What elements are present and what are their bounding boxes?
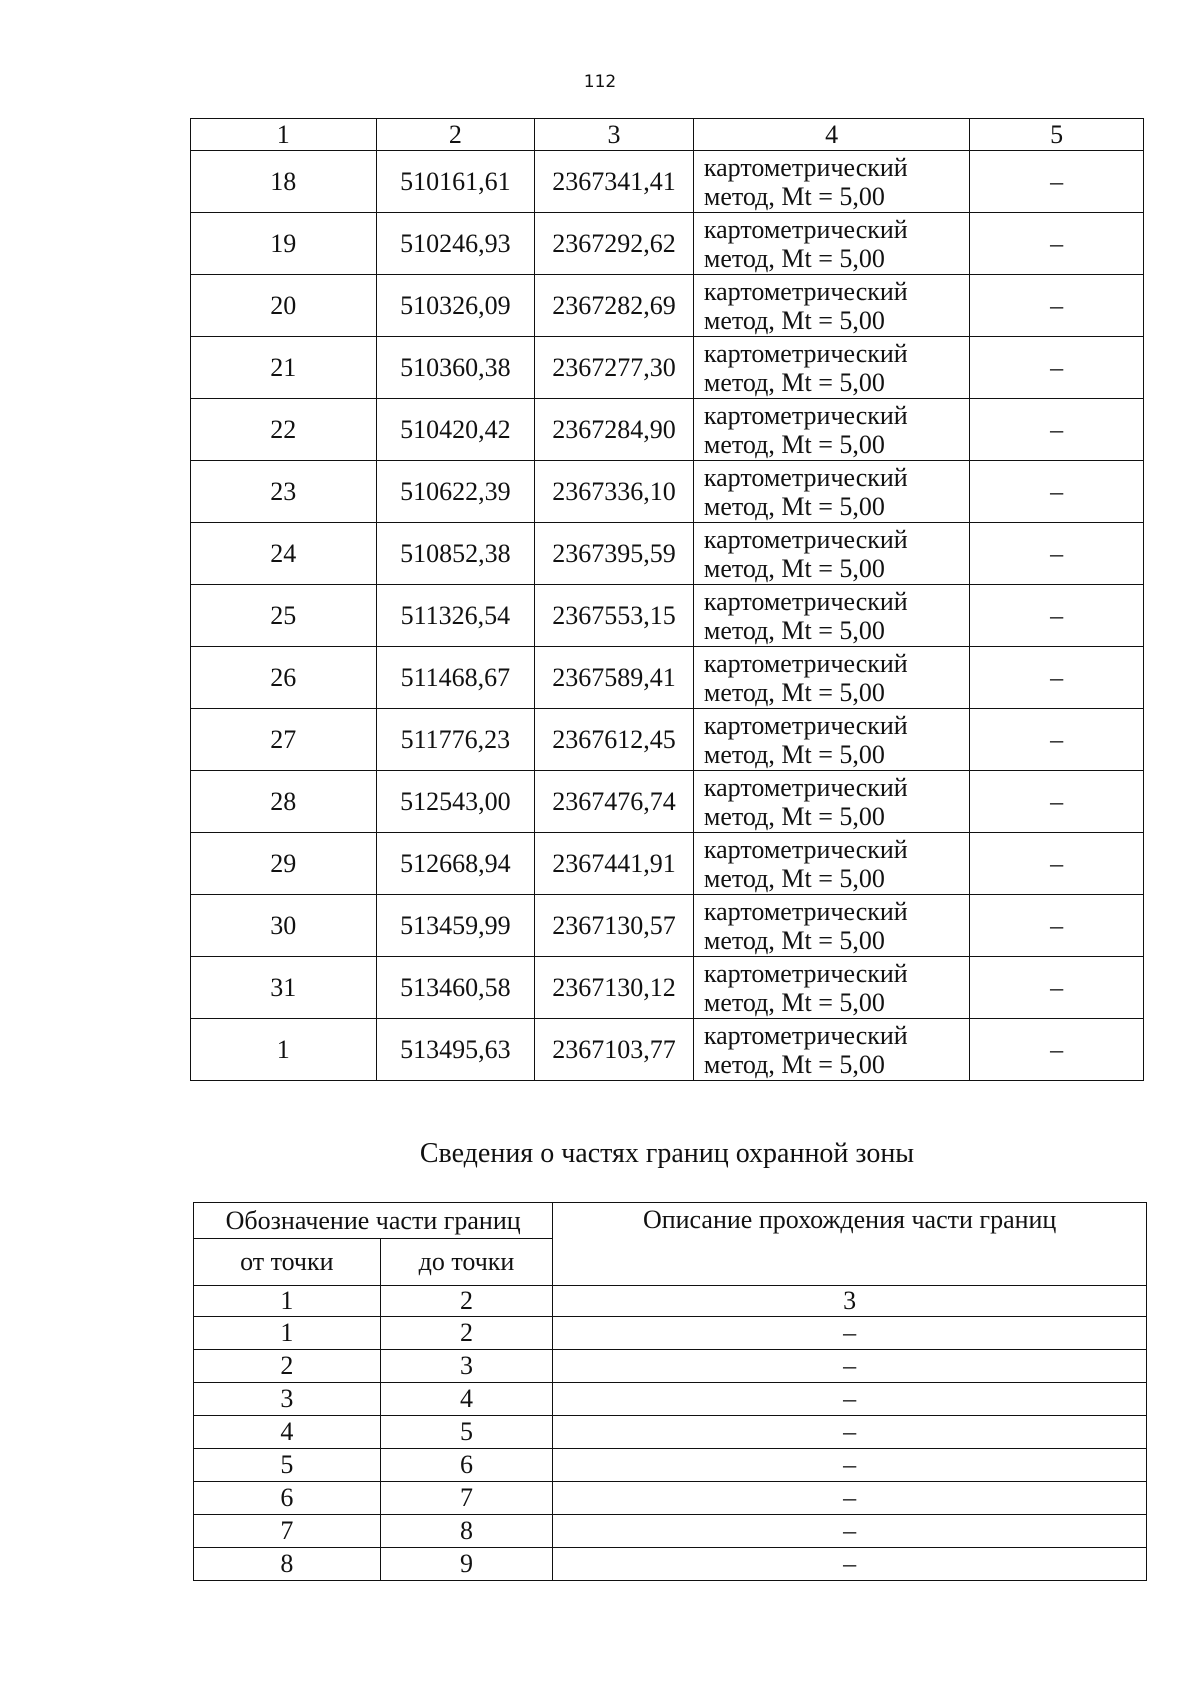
table-row	[191, 399, 1144, 461]
to-point: 6	[380, 1449, 553, 1482]
y-coordinate: 2367441,91	[535, 833, 694, 895]
x-coordinate: 510852,38	[376, 523, 535, 585]
column-number-2: 2	[380, 1286, 553, 1317]
part-description: –	[553, 1482, 1147, 1515]
determination-method	[693, 523, 969, 585]
designation-header: Обозначение части границ	[194, 1203, 553, 1239]
x-coordinate: 511776,23	[376, 709, 535, 771]
x-coordinate: 510161,61	[376, 151, 535, 213]
point-number: 22	[191, 399, 377, 461]
table-row	[194, 1449, 1147, 1482]
note: –	[970, 833, 1144, 895]
method-line-2: метод, Mt = 5,00	[703, 801, 885, 831]
determination-method	[693, 1019, 969, 1081]
method-line-2: метод, Mt = 5,00	[703, 491, 885, 521]
x-coordinate: 511326,54	[376, 585, 535, 647]
method-line-2: метод, Mt = 5,00	[703, 739, 885, 769]
table-row	[194, 1350, 1147, 1383]
method-line-1: картометрический	[703, 400, 908, 430]
point-number: 21	[191, 337, 377, 399]
note: –	[970, 151, 1144, 213]
determination-method	[693, 275, 969, 337]
method-line-1: картометрический	[703, 958, 908, 988]
to-point: 2	[380, 1317, 553, 1350]
method-line-2: метод, Mt = 5,00	[703, 181, 885, 211]
table-row	[191, 337, 1144, 399]
y-coordinate: 2367336,10	[535, 461, 694, 523]
y-coordinate: 2367553,15	[535, 585, 694, 647]
method-line-1: картометрический	[703, 276, 908, 306]
table-row	[191, 275, 1144, 337]
part-description: –	[553, 1548, 1147, 1581]
part-description: –	[553, 1449, 1147, 1482]
to-point: 3	[380, 1350, 553, 1383]
determination-method	[693, 957, 969, 1019]
from-point: 1	[194, 1317, 381, 1350]
method-line-1: картометрический	[703, 338, 908, 368]
coordinates-table	[190, 118, 1144, 1081]
x-coordinate: 510420,42	[376, 399, 535, 461]
y-coordinate: 2367277,30	[535, 337, 694, 399]
method-line-1: картометрический	[703, 586, 908, 616]
from-point: 5	[194, 1449, 381, 1482]
column-header-5: 5	[970, 119, 1144, 151]
column-header-4: 4	[693, 119, 969, 151]
method-line-1: картометрический	[703, 834, 908, 864]
parts-section-title: Сведения о частях границ охранной зоны	[419, 1138, 915, 1169]
point-number: 29	[191, 833, 377, 895]
table-row	[191, 647, 1144, 709]
point-number: 30	[191, 895, 377, 957]
point-number: 31	[191, 957, 377, 1019]
note: –	[970, 337, 1144, 399]
coordinates-header-row	[191, 119, 1144, 151]
y-coordinate: 2367130,57	[535, 895, 694, 957]
column-header-3: 3	[535, 119, 694, 151]
note: –	[970, 213, 1144, 275]
method-line-1: картометрический	[703, 896, 908, 926]
x-coordinate: 510326,09	[376, 275, 535, 337]
to-point-header: до точки	[380, 1239, 553, 1286]
x-coordinate: 510360,38	[376, 337, 535, 399]
table-row	[191, 771, 1144, 833]
to-point: 7	[380, 1482, 553, 1515]
part-description: –	[553, 1350, 1147, 1383]
method-line-2: метод, Mt = 5,00	[703, 987, 885, 1017]
to-point: 8	[380, 1515, 553, 1548]
method-line-2: метод, Mt = 5,00	[703, 367, 885, 397]
determination-method	[693, 833, 969, 895]
part-description: –	[553, 1515, 1147, 1548]
x-coordinate: 513460,58	[376, 957, 535, 1019]
point-number: 28	[191, 771, 377, 833]
table-row	[194, 1548, 1147, 1581]
x-coordinate: 513495,63	[376, 1019, 535, 1081]
method-line-1: картометрический	[703, 710, 908, 740]
x-coordinate: 512668,94	[376, 833, 535, 895]
table-row	[194, 1317, 1147, 1350]
column-number-1: 1	[194, 1286, 381, 1317]
note: –	[970, 275, 1144, 337]
page-number: 112	[583, 72, 617, 92]
determination-method	[693, 151, 969, 213]
table-row	[191, 1019, 1144, 1081]
point-number: 25	[191, 585, 377, 647]
part-description: –	[553, 1416, 1147, 1449]
note: –	[970, 1019, 1144, 1081]
method-line-2: метод, Mt = 5,00	[703, 243, 885, 273]
method-line-1: картометрический	[703, 772, 908, 802]
parts-column-numbers-row	[194, 1286, 1147, 1317]
method-line-2: метод, Mt = 5,00	[703, 553, 885, 583]
table-row	[191, 585, 1144, 647]
note: –	[970, 523, 1144, 585]
from-point-header: от точки	[194, 1239, 381, 1286]
method-line-2: метод, Mt = 5,00	[703, 863, 885, 893]
table-row	[191, 895, 1144, 957]
method-line-1: картометрический	[703, 1020, 908, 1050]
determination-method	[693, 213, 969, 275]
table-row	[191, 523, 1144, 585]
y-coordinate: 2367284,90	[535, 399, 694, 461]
point-number: 24	[191, 523, 377, 585]
y-coordinate: 2367130,12	[535, 957, 694, 1019]
x-coordinate: 510622,39	[376, 461, 535, 523]
table-row	[194, 1416, 1147, 1449]
note: –	[970, 647, 1144, 709]
part-description: –	[553, 1383, 1147, 1416]
from-point: 6	[194, 1482, 381, 1515]
x-coordinate: 510246,93	[376, 213, 535, 275]
note: –	[970, 771, 1144, 833]
point-number: 18	[191, 151, 377, 213]
method-line-2: метод, Mt = 5,00	[703, 429, 885, 459]
y-coordinate: 2367395,59	[535, 523, 694, 585]
point-number: 26	[191, 647, 377, 709]
point-number: 27	[191, 709, 377, 771]
determination-method	[693, 709, 969, 771]
from-point: 8	[194, 1548, 381, 1581]
table-row	[194, 1383, 1147, 1416]
y-coordinate: 2367103,77	[535, 1019, 694, 1081]
method-line-1: картометрический	[703, 462, 908, 492]
point-number: 1	[191, 1019, 377, 1081]
method-line-1: картометрический	[703, 214, 908, 244]
method-line-1: картометрический	[703, 524, 908, 554]
y-coordinate: 2367282,69	[535, 275, 694, 337]
parts-header-row	[194, 1203, 1147, 1239]
determination-method	[693, 399, 969, 461]
column-number-3: 3	[553, 1286, 1147, 1317]
method-line-2: метод, Mt = 5,00	[703, 615, 885, 645]
column-header-1: 1	[191, 119, 377, 151]
method-line-2: метод, Mt = 5,00	[703, 925, 885, 955]
note: –	[970, 585, 1144, 647]
y-coordinate: 2367341,41	[535, 151, 694, 213]
from-point: 3	[194, 1383, 381, 1416]
table-row	[191, 151, 1144, 213]
y-coordinate: 2367476,74	[535, 771, 694, 833]
note: –	[970, 957, 1144, 1019]
y-coordinate: 2367589,41	[535, 647, 694, 709]
table-row	[191, 461, 1144, 523]
x-coordinate: 511468,67	[376, 647, 535, 709]
from-point: 7	[194, 1515, 381, 1548]
point-number: 20	[191, 275, 377, 337]
table-row	[191, 709, 1144, 771]
note: –	[970, 399, 1144, 461]
part-description: –	[553, 1317, 1147, 1350]
method-line-2: метод, Mt = 5,00	[703, 305, 885, 335]
method-line-1: картометрический	[703, 648, 908, 678]
to-point: 4	[380, 1383, 553, 1416]
determination-method	[693, 337, 969, 399]
to-point: 5	[380, 1416, 553, 1449]
table-row	[191, 213, 1144, 275]
determination-method	[693, 771, 969, 833]
note: –	[970, 461, 1144, 523]
point-number: 23	[191, 461, 377, 523]
to-point: 9	[380, 1548, 553, 1581]
point-number: 19	[191, 213, 377, 275]
from-point: 4	[194, 1416, 381, 1449]
method-line-1: картометрический	[703, 152, 908, 182]
x-coordinate: 513459,99	[376, 895, 535, 957]
table-row	[194, 1482, 1147, 1515]
note: –	[970, 895, 1144, 957]
determination-method	[693, 647, 969, 709]
determination-method	[693, 461, 969, 523]
description-header: Описание прохождения части границ	[553, 1203, 1147, 1286]
method-line-2: метод, Mt = 5,00	[703, 1049, 885, 1079]
determination-method	[693, 585, 969, 647]
boundary-parts-table	[193, 1202, 1147, 1581]
method-line-2: метод, Mt = 5,00	[703, 677, 885, 707]
determination-method	[693, 895, 969, 957]
table-row	[191, 957, 1144, 1019]
x-coordinate: 512543,00	[376, 771, 535, 833]
from-point: 2	[194, 1350, 381, 1383]
table-row	[194, 1515, 1147, 1548]
y-coordinate: 2367612,45	[535, 709, 694, 771]
note: –	[970, 709, 1144, 771]
column-header-2: 2	[376, 119, 535, 151]
y-coordinate: 2367292,62	[535, 213, 694, 275]
table-row	[191, 833, 1144, 895]
